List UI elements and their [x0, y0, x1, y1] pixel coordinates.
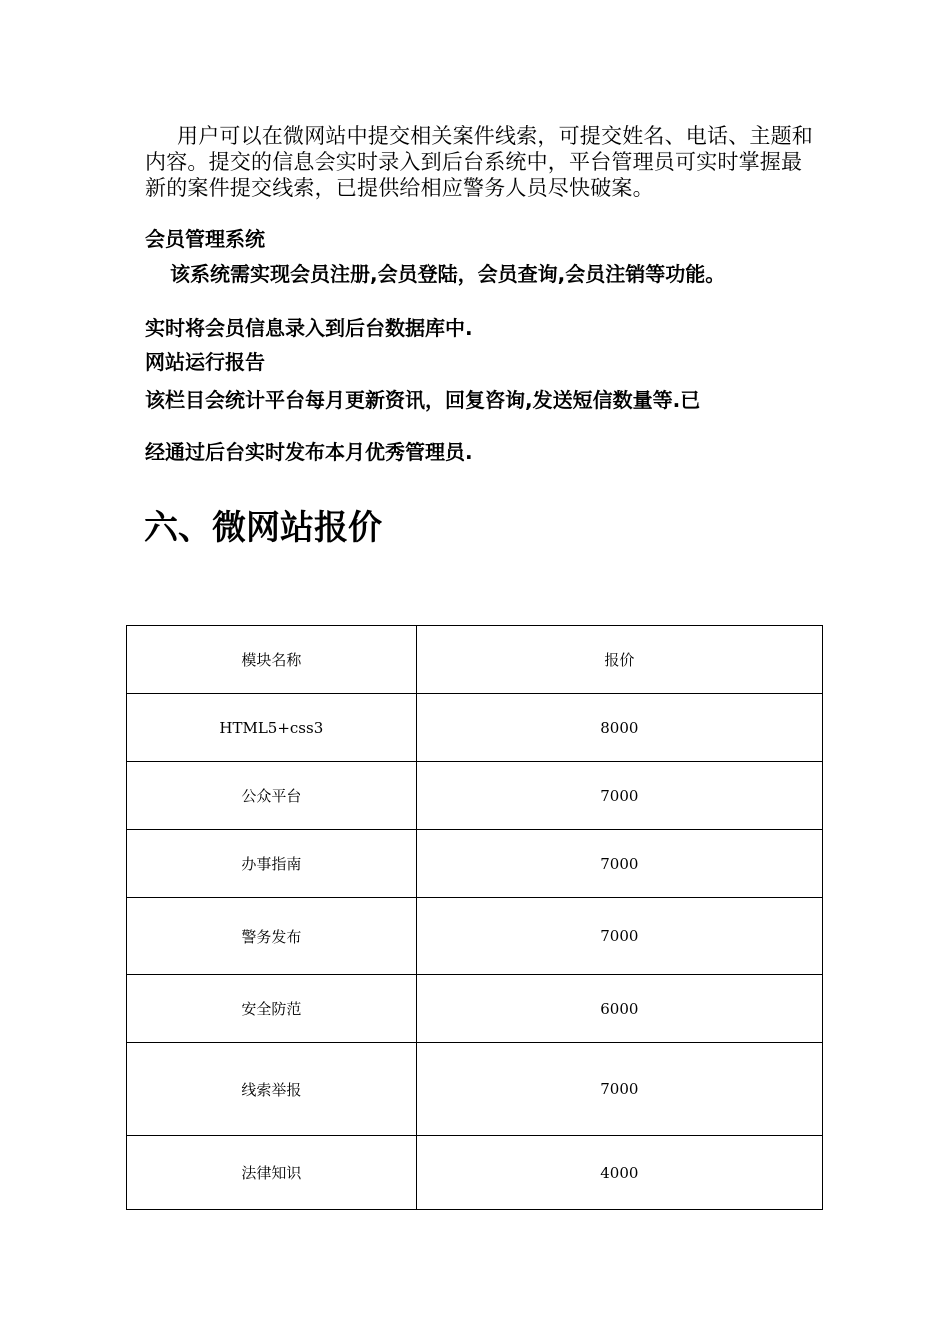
table-row	[127, 1136, 823, 1210]
module-name-cell: 法律知识	[127, 1136, 417, 1210]
intro-paragraph: 用户可以在微网站中提交相关案件线索，可提交姓名、电话、主题和内容。提交的信息会实时录入到后台系统中，平台管理员可实时掌握最新的案件提交线索，已提供给相应警务人员尽快破案。	[145, 124, 813, 200]
module-name-cell: 警务发布	[127, 898, 417, 975]
price-cell: 8000	[416, 694, 822, 762]
site-report-line-2: 经通过后台实时发布本月优秀管理员.	[145, 440, 473, 464]
section-title: 六、微网站报价	[144, 508, 382, 548]
table-row	[127, 975, 823, 1043]
price-cell: 4000	[416, 1136, 822, 1210]
price-cell: 7000	[416, 762, 822, 830]
member-system-heading: 会员管理系统	[145, 227, 265, 251]
module-name-cell: 公众平台	[127, 762, 417, 830]
table-row	[127, 762, 823, 830]
site-report-heading: 网站运行报告	[145, 350, 265, 374]
module-name-cell: 安全防范	[127, 975, 417, 1043]
quote-table	[126, 625, 823, 1210]
price-cell: 6000	[416, 975, 822, 1043]
header-module-name: 模块名称	[127, 626, 417, 694]
table-header-row	[127, 626, 823, 694]
price-cell: 7000	[416, 1043, 822, 1136]
table-row	[127, 694, 823, 762]
module-name-cell: 办事指南	[127, 830, 417, 898]
header-price: 报价	[416, 626, 822, 694]
price-cell: 7000	[416, 898, 822, 975]
site-report-line-1: 该栏目会统计平台每月更新资讯，回复咨询,发送短信数量等.已	[145, 388, 701, 412]
table-row	[127, 830, 823, 898]
module-name-cell: 线索举报	[127, 1043, 417, 1136]
member-system-line-2: 实时将会员信息录入到后台数据库中.	[145, 316, 473, 340]
table-row	[127, 898, 823, 975]
table-row	[127, 1043, 823, 1136]
module-name-cell: HTML5+css3	[127, 694, 417, 762]
price-cell: 7000	[416, 830, 822, 898]
member-system-line-1: 该系统需实现会员注册,会员登陆，会员查询,会员注销等功能。	[170, 262, 726, 286]
